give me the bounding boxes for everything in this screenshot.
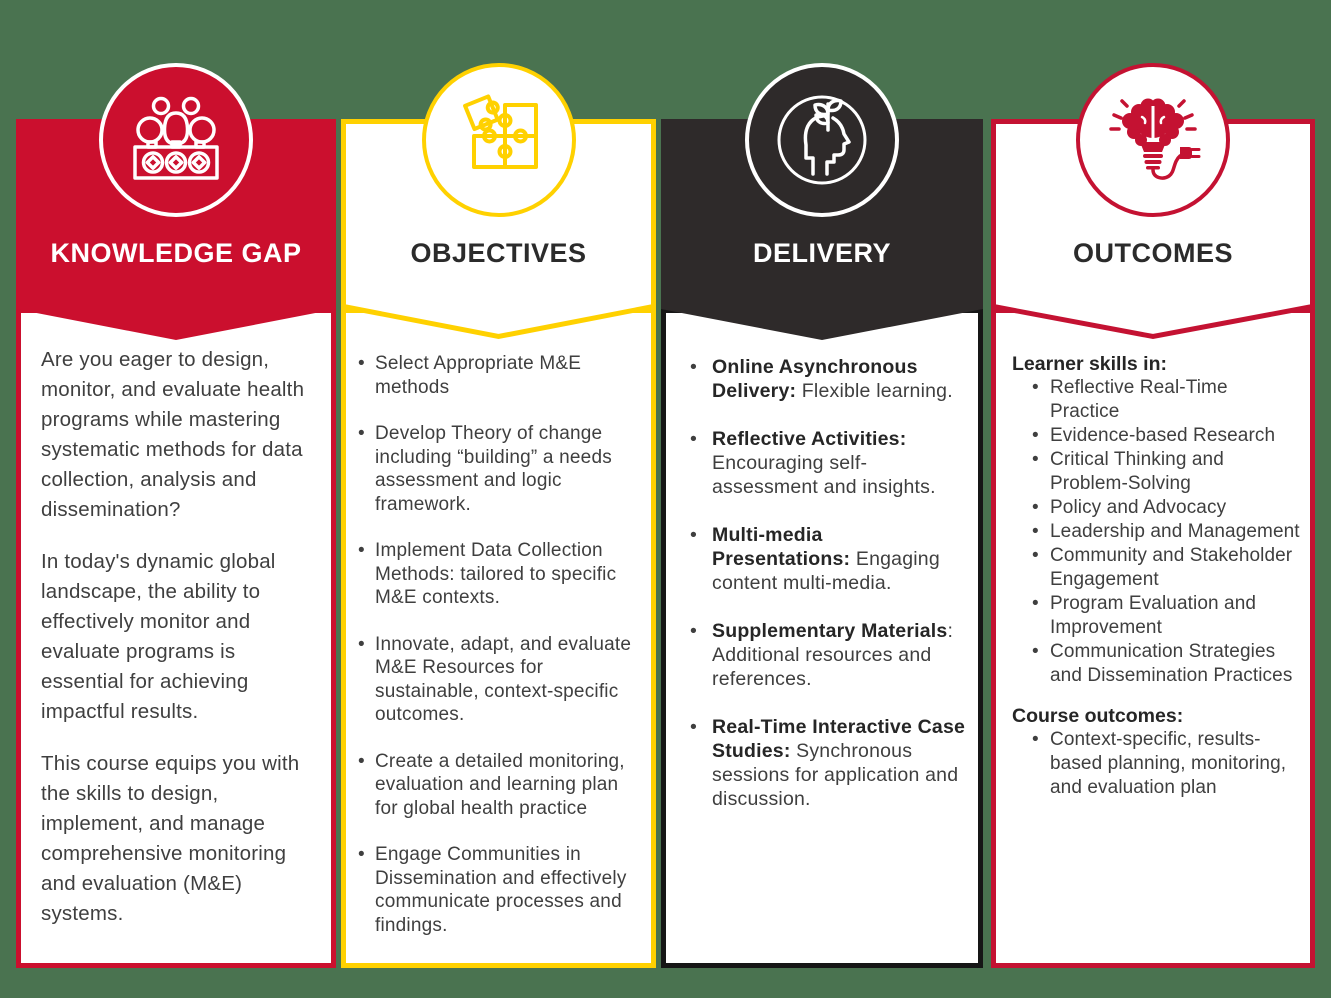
course-outcomes-list: [1012, 728, 1300, 800]
objectives-item: • Implement Data Collection Methods: tailored to specific M&E contexts.: [358, 539, 639, 610]
objectives-body: [341, 308, 656, 968]
puzzle-icon: [449, 90, 549, 190]
knowledge-gap-paragraph: In today's dynamic global landscape, the ability to effectively monitor and evaluate programs is essential for achieving impactful results.: [41, 550, 276, 723]
knowledge-gap-body: [16, 308, 336, 968]
learner-skill-item: • Community and Stakeholder Engagement: [1032, 544, 1300, 592]
knowledge-gap-paragraph: Are you eager to design, monitor, and evaluate health programs while mastering systematic methods for data collection, analysis and dissemination?: [41, 348, 305, 521]
objectives-item: • Develop Theory of change including “building” a needs assessment and logic framework.: [358, 422, 639, 516]
learner-skill-item: • Communication Strategies and Dissemination Practices: [1032, 640, 1300, 688]
knowledge-gap-badge: [99, 63, 253, 217]
objectives-badge: [422, 63, 576, 217]
brain-bulb-plug-icon: [1103, 90, 1203, 190]
team-banner-icon: [126, 90, 226, 190]
delivery-text: [666, 313, 978, 963]
learner-skills-list: [1012, 376, 1300, 688]
outcomes-body: [991, 308, 1315, 968]
knowledge-gap-column: [16, 0, 336, 998]
learner-skill-item: • Reflective Real-Time Practice: [1032, 376, 1300, 424]
delivery-item: [690, 427, 966, 499]
course-outcomes-section: [1012, 704, 1300, 800]
delivery-column: [661, 0, 983, 998]
delivery-item: [690, 355, 966, 403]
objectives-list: [358, 352, 639, 937]
delivery-item-lead: Multi-media Presentations:: [712, 524, 851, 570]
delivery-item-rest: Encouraging self-assessment and insights.: [712, 452, 936, 498]
delivery-item-lead: Reflective Activities:: [712, 428, 907, 450]
delivery-item-lead: Supplementary Materials: [712, 620, 948, 642]
objectives-item: • Select Appropriate M&E methods: [358, 352, 639, 399]
delivery-body: [661, 308, 983, 968]
learner-skill-item: • Evidence-based Research: [1032, 424, 1300, 448]
objectives-item: • Innovate, adapt, and evaluate M&E Resources for sustainable, context-specific outcomes.: [358, 633, 639, 727]
objectives-column: [341, 0, 656, 998]
delivery-item: [690, 523, 966, 595]
delivery-badge: [745, 63, 899, 217]
objectives-title: OBJECTIVES: [410, 238, 587, 268]
learner-skills-section: [1012, 352, 1300, 688]
head-plant-icon: [772, 90, 872, 190]
objectives-item: • Create a detailed monitoring, evaluation and learning plan for global health practice: [358, 750, 639, 821]
course-outcome-item: • Context-specific, results-based planning, monitoring, and evaluation plan: [1032, 728, 1300, 800]
course-outcomes-heading: Course outcomes:: [1012, 705, 1184, 727]
learner-skill-item: • Critical Thinking and Problem-Solving: [1032, 448, 1300, 496]
objectives-text: [346, 313, 651, 963]
delivery-item-lead: Real-Time Interactive Case Studies:: [712, 716, 966, 762]
delivery-item-rest: Synchronous sessions for application and discussion.: [712, 740, 959, 810]
delivery-item-lead: Online Asynchronous Delivery:: [712, 356, 918, 402]
objectives-item: • Engage Communities in Dissemination and effectively communicate processes and findings.: [358, 843, 639, 937]
delivery-title: DELIVERY: [752, 238, 892, 268]
outcomes-badge: [1076, 63, 1230, 217]
outcomes-title: OUTCOMES: [1072, 238, 1233, 268]
outcomes-column: [991, 0, 1315, 998]
delivery-item-rest: Engaging content multi-media.: [712, 548, 940, 594]
learner-skill-item: • Policy and Advocacy: [1032, 496, 1300, 520]
delivery-item-rest: Flexible learning.: [796, 380, 953, 402]
learner-skill-item: • Leadership and Management: [1032, 520, 1300, 544]
delivery-item: [690, 619, 966, 691]
knowledge-gap-title: KNOWLEDGE GAP: [50, 238, 302, 268]
delivery-list: [690, 355, 966, 811]
learner-skill-item: • Program Evaluation and Improvement: [1032, 592, 1300, 640]
delivery-item-rest: : Additional resources and references.: [712, 620, 954, 690]
knowledge-gap-text: [21, 313, 331, 963]
learner-skills-heading: Learner skills in:: [1012, 353, 1167, 375]
delivery-item: [690, 715, 966, 811]
outcomes-text: [996, 313, 1310, 963]
knowledge-gap-paragraph: This course equips you with the skills to design, implement, and manage comprehensive monitoring and evaluation (M&E) systems.: [41, 752, 300, 925]
